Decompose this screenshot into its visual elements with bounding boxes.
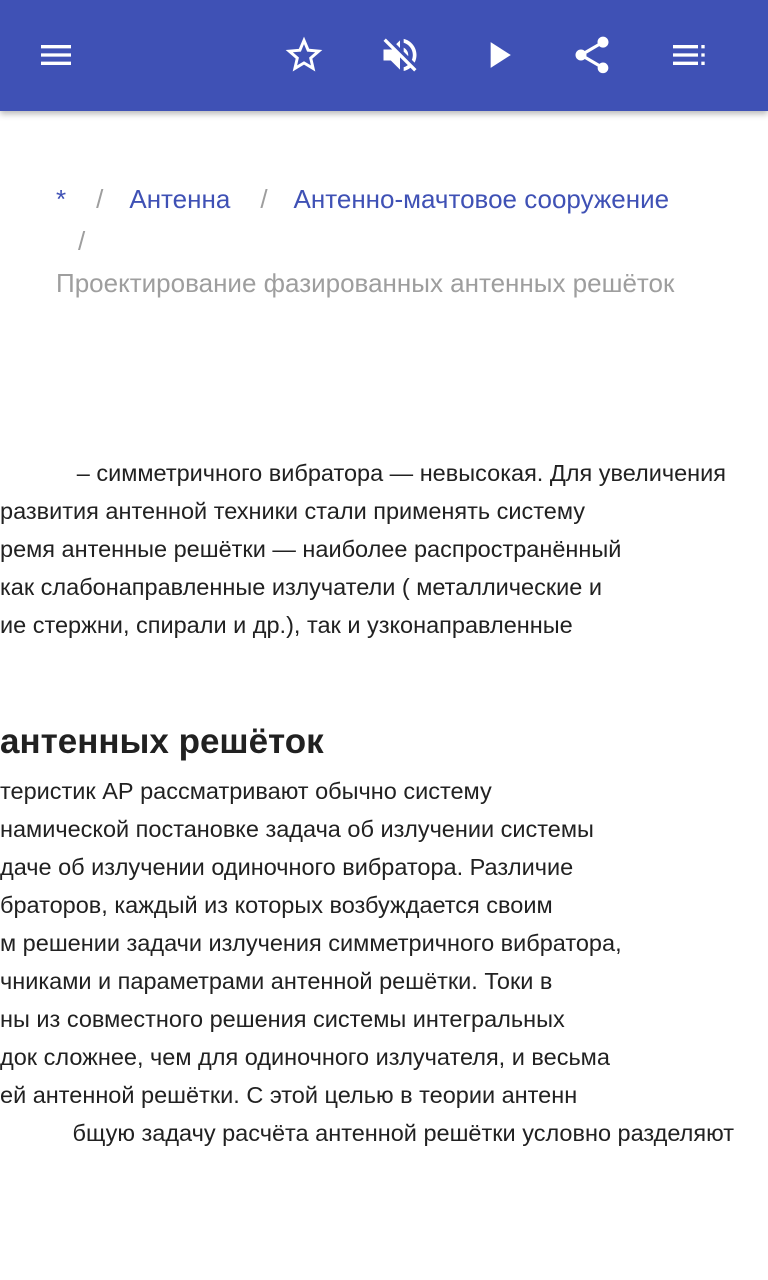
menu-button[interactable] <box>28 27 84 83</box>
paragraph-line: ей антенной решётки. С этой целью в теории антенн <box>0 1082 578 1108</box>
breadcrumb <box>56 178 736 304</box>
breadcrumb-separator: / <box>260 184 268 214</box>
breadcrumb-separator: / <box>78 226 86 256</box>
paragraph-line: развития антенной техники стали применять систему <box>0 498 585 524</box>
paragraph-line: браторов, каждый из которых возбуждается своим <box>0 892 553 918</box>
breadcrumb-root-link[interactable]: * <box>56 184 67 214</box>
star-outline-icon <box>282 33 326 77</box>
paragraph-line: намической постановке задача об излучении системы <box>0 816 594 842</box>
paragraph-line: бщую задачу расчёта антенной решётки условно разделяют <box>72 1120 734 1146</box>
play-button[interactable] <box>470 27 526 83</box>
breadcrumb-link-antenna-mast[interactable]: Антенно-мачтовое сооружение <box>293 184 670 214</box>
paragraph-line: – симметричного вибратора — невысокая. Для увеличения <box>76 460 726 486</box>
share-button[interactable] <box>564 27 620 83</box>
paragraph-line: м решении задачи излучения симметричного вибратора, <box>0 930 622 956</box>
paragraph-line: как слабонаправленные излучатели ( металлические и <box>0 574 602 600</box>
paragraph-line: док сложнее, чем для одиночного излучателя, и весьма <box>0 1044 610 1070</box>
mute-button[interactable] <box>372 27 428 83</box>
paragraph-line: ие стержни, спирали и др.), так и узконаправленные <box>0 612 573 638</box>
paragraph-line: ны из совместного решения системы интегральных <box>0 1006 565 1032</box>
paragraph-line: даче об излучении одиночного вибратора. Различие <box>0 854 574 880</box>
list-icon <box>668 35 708 75</box>
section-heading: антенных решёток <box>0 722 324 761</box>
paragraph-line: чниками и параметрами антенной решётки. Токи в <box>0 968 553 994</box>
favorite-button[interactable] <box>276 27 332 83</box>
volume-off-icon <box>378 33 422 77</box>
menu-icon <box>36 35 76 75</box>
paragraph-line: ремя антенные решётки — наиболее распространённый <box>0 536 622 562</box>
paragraph-line: теристик АР рассматривают обычно систему <box>0 778 492 804</box>
breadcrumb-link-antenna[interactable]: Антенна <box>129 184 231 214</box>
play-icon <box>476 33 520 77</box>
breadcrumb-separator: / <box>96 184 104 214</box>
share-icon <box>570 33 614 77</box>
breadcrumb-current-page: Проектирование фазированных антенных решёток <box>56 268 675 298</box>
contents-button[interactable] <box>660 27 716 83</box>
app-toolbar <box>0 0 768 111</box>
